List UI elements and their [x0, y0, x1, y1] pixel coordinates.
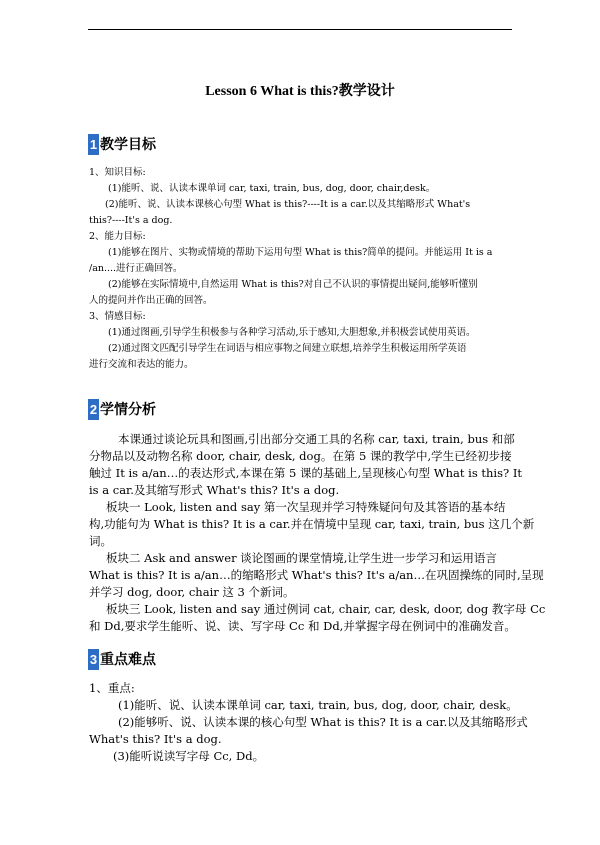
key-points-line: (2)能够听、说、认读本课的核心句型 What is this? It is a car.以及其缩略形式 [118, 715, 528, 729]
objectives-line: 3、情感目标: [89, 311, 146, 322]
objectives-line: (2)通过图文匹配引导学生在词语与相应事物之间建立联想,培养学生积极运用所学英语 [108, 343, 467, 354]
document-title: Lesson 6 What is this?教学设计 [205, 84, 395, 99]
objectives-line: this?----It's a dog. [89, 215, 173, 226]
section-number-badge: 1 [88, 134, 99, 155]
analysis-line: 板块一 Look, listen and say 第一次呈现并学习特殊疑问句及其答语的基本结 [106, 500, 506, 514]
key-points-line: (1)能听、说、认读本课单词 car, taxi, train, bus, dog, door, chair, desk。 [118, 698, 518, 712]
objectives-line: /an....进行正确回答。 [89, 263, 183, 274]
section-heading-key-points [88, 648, 156, 670]
objectives-line: (1)能够在图片、实物或情境的帮助下运用句型 What is this?简单的提问。并能运用 It is a [108, 247, 493, 258]
objectives-line: 进行交流和表达的能力。 [89, 359, 194, 370]
objectives-line: 人的提问并作出正确的回答。 [89, 295, 213, 306]
section-heading-text: 学情分析 [100, 402, 156, 418]
section-heading-text: 教学目标 [100, 137, 156, 153]
section-heading-text: 重点难点 [100, 652, 156, 668]
analysis-line: 词。 [89, 534, 112, 548]
objectives-line: 1、知识目标: [89, 167, 146, 178]
analysis-line: 和 Dd,要求学生能听、说、读、写字母 Cc 和 Dd,并掌握字母在例词中的准确发音。 [89, 619, 516, 633]
section-number-badge: 2 [88, 399, 99, 420]
analysis-line: 并学习 dog, door, chair 这 3 个新词。 [89, 585, 295, 599]
analysis-line: 本课通过谈论玩具和图画,引出部分交通工具的名称 car, taxi, train, bus 和部 [118, 432, 515, 446]
section-heading-analysis [88, 398, 156, 420]
objectives-line: (2)能听、说、认读本课核心句型 What is this?----It is a car.以及其缩略形式 What's [105, 199, 471, 210]
key-points-line: What's this? It's a dog. [89, 732, 222, 746]
key-points-line: 1、重点: [89, 681, 135, 695]
analysis-line: 板块二 Ask and answer 谈论图画的课堂情境,让学生进一步学习和运用语言 [106, 551, 497, 565]
analysis-line: 板块三 Look, listen and say 通过例词 cat, chair, car, desk, door, dog 教字母 Cc [106, 602, 546, 616]
objectives-line: (1)通过图画,引导学生积极参与各种学习活动,乐于感知,大胆想象,并积极尝试使用英语。 [108, 327, 476, 338]
analysis-line: 构,功能句为 What is this? It is a car.并在情境中呈现 car, taxi, train, bus 这几个新 [89, 517, 535, 531]
analysis-line: 分物品以及动物名称 door, chair, desk, dog。在第 5 课的教学中,学生已经初步接 [89, 449, 512, 463]
objectives-line: 2、能力目标: [89, 231, 146, 242]
objectives-line: (2)能够在实际情境中,自然运用 What is this?对自己不认识的事情提出疑问,能够听懂别 [108, 279, 478, 290]
analysis-line: is a car.及其缩写形式 What's this? It's a dog. [89, 483, 340, 497]
analysis-line: 触过 It is a/an…的表达形式,本课在第 5 课的基础上,呈现核心句型 What is this? It [89, 466, 522, 480]
section-number-badge: 3 [88, 649, 99, 670]
key-points-line: (3)能听说读写字母 Cc, Dd。 [113, 749, 265, 763]
section-heading-objectives [88, 133, 156, 155]
analysis-line: What is this? It is a/an…的缩略形式 What's this? It's a/an…在巩固操练的同时,呈现 [89, 568, 544, 582]
header-rule [88, 29, 512, 30]
objectives-line: (1)能听、说、认读本课单词 car, taxi, train, bus, dog, door, chair,desk。 [108, 183, 436, 194]
